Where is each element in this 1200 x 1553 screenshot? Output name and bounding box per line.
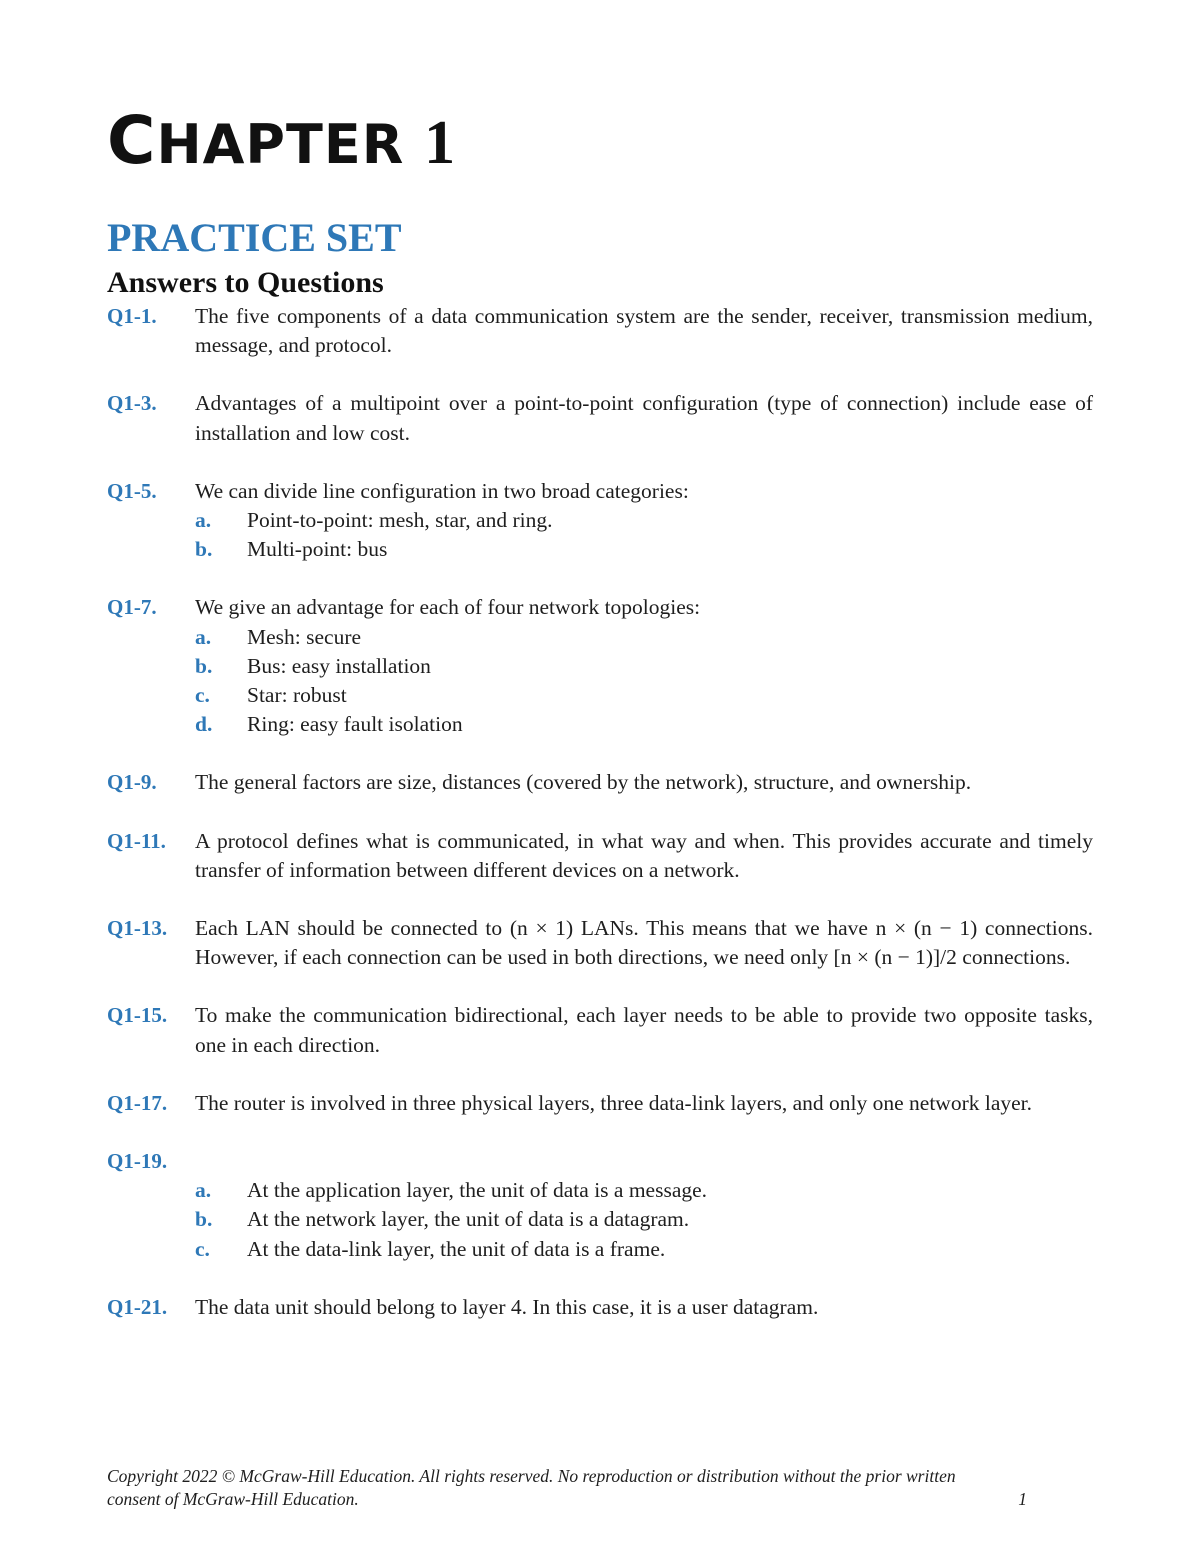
subitem-marker: c. bbox=[195, 1236, 210, 1261]
question-number: Q1-13. bbox=[107, 916, 168, 941]
subitem-marker: a. bbox=[195, 508, 212, 533]
subitem-text: At the application layer, the unit of data is a message. bbox=[247, 1178, 708, 1203]
page-number: 1 bbox=[1018, 1489, 1027, 1509]
answer-item bbox=[107, 302, 1093, 360]
subitem-text: Point-to-point: mesh, star, and ring. bbox=[247, 508, 553, 533]
answer-text: We can divide line configuration in two broad categories: bbox=[195, 478, 689, 503]
answer-item bbox=[107, 1001, 1093, 1059]
answer-subitem bbox=[195, 1176, 1093, 1205]
subitem-text: Mesh: secure bbox=[247, 624, 362, 649]
answer-subitem bbox=[195, 1235, 1093, 1264]
answers-list bbox=[107, 302, 1093, 1351]
answer-sublist bbox=[195, 1176, 1093, 1264]
chapter-title-word: HAPTER bbox=[156, 113, 405, 176]
question-number: Q1-21. bbox=[107, 1294, 168, 1319]
answer-text: Each LAN should be connected to (n × 1) LANs. This means that we have n × (n − 1) connections. However, if each connection can be used in both directions, we need only [n × (n − 1)]/2 connections. bbox=[195, 916, 1093, 970]
answer-sublist bbox=[195, 623, 1093, 740]
subitem-marker: b. bbox=[195, 537, 213, 562]
question-number: Q1-19. bbox=[107, 1149, 168, 1174]
answer-text: Advantages of a multipoint over a point-to-point configuration (type of connection) include ease of installation and low cost. bbox=[195, 391, 1093, 445]
chapter-title bbox=[107, 102, 457, 179]
answer-text: The router is involved in three physical layers, three data-link layers, and only one network layer. bbox=[195, 1090, 1033, 1115]
subitem-marker: b. bbox=[195, 653, 213, 678]
page-footer bbox=[107, 1465, 1027, 1511]
answer-text: We give an advantage for each of four network topologies: bbox=[195, 595, 701, 620]
chapter-title-cap: C bbox=[107, 102, 157, 179]
question-number: Q1-11. bbox=[107, 828, 166, 853]
chapter-number: 1 bbox=[424, 109, 457, 177]
question-number: Q1-17. bbox=[107, 1090, 168, 1115]
answer-text: The five components of a data communication system are the sender, receiver, transmission medium, message, and protocol. bbox=[195, 304, 1093, 358]
answer-item bbox=[107, 914, 1093, 972]
answer-item bbox=[107, 1147, 1093, 1264]
answer-subitem bbox=[195, 710, 1093, 739]
subitem-marker: b. bbox=[195, 1207, 213, 1232]
subitem-text: Ring: easy fault isolation bbox=[247, 712, 463, 737]
subitem-marker: a. bbox=[195, 624, 212, 649]
answer-text: The general factors are size, distances (covered by the network), structure, and ownership. bbox=[195, 770, 972, 795]
subitem-text: At the network layer, the unit of data is a datagram. bbox=[247, 1207, 690, 1232]
question-number: Q1-5. bbox=[107, 478, 157, 503]
answer-text: To make the communication bidirectional, each layer needs to be able to provide two opposite tasks, one in each direction. bbox=[195, 1003, 1093, 1057]
answer-subitem bbox=[195, 535, 1093, 564]
answer-subitem bbox=[195, 1205, 1093, 1234]
section-title: PRACTICE SET bbox=[107, 215, 402, 260]
subitem-marker: c. bbox=[195, 683, 210, 708]
subitem-text: Multi-point: bus bbox=[247, 537, 388, 562]
question-number: Q1-3. bbox=[107, 391, 157, 416]
question-number: Q1-15. bbox=[107, 1003, 168, 1028]
answer-item bbox=[107, 1293, 1093, 1322]
answer-item bbox=[107, 593, 1093, 739]
subitem-marker: a. bbox=[195, 1178, 212, 1203]
answer-subitem bbox=[195, 652, 1093, 681]
answer-subitem bbox=[195, 681, 1093, 710]
question-number: Q1-1. bbox=[107, 304, 157, 328]
answer-text: The data unit should belong to layer 4. In this case, it is a user datagram. bbox=[195, 1294, 819, 1319]
answer-item bbox=[107, 827, 1093, 885]
document-page bbox=[107, 0, 1093, 1553]
answer-item bbox=[107, 1089, 1093, 1118]
copyright-line-2: consent of McGraw-Hill Education. bbox=[107, 1489, 359, 1509]
subitem-text: Star: robust bbox=[247, 683, 347, 708]
copyright-line-1: Copyright 2022 © McGraw-Hill Education. All rights reserved. No reproduction or distribution without the prior written bbox=[107, 1466, 956, 1486]
answer-item bbox=[107, 389, 1093, 447]
question-number: Q1-7. bbox=[107, 595, 157, 620]
answer-subitem bbox=[195, 623, 1093, 652]
answer-text bbox=[195, 1147, 1093, 1176]
answer-item bbox=[107, 477, 1093, 565]
answer-text: A protocol defines what is communicated, in what way and when. This provides accurate and timely transfer of information between different devices on a network. bbox=[195, 828, 1093, 882]
subitem-text: At the data-link layer, the unit of data is a frame. bbox=[247, 1236, 666, 1261]
answer-sublist bbox=[195, 506, 1093, 564]
subsection-title: Answers to Questions bbox=[107, 266, 384, 299]
answer-subitem bbox=[195, 506, 1093, 535]
question-number: Q1-9. bbox=[107, 770, 157, 795]
subitem-text: Bus: easy installation bbox=[247, 653, 431, 678]
subitem-marker: d. bbox=[195, 712, 213, 737]
answer-item bbox=[107, 768, 1093, 797]
